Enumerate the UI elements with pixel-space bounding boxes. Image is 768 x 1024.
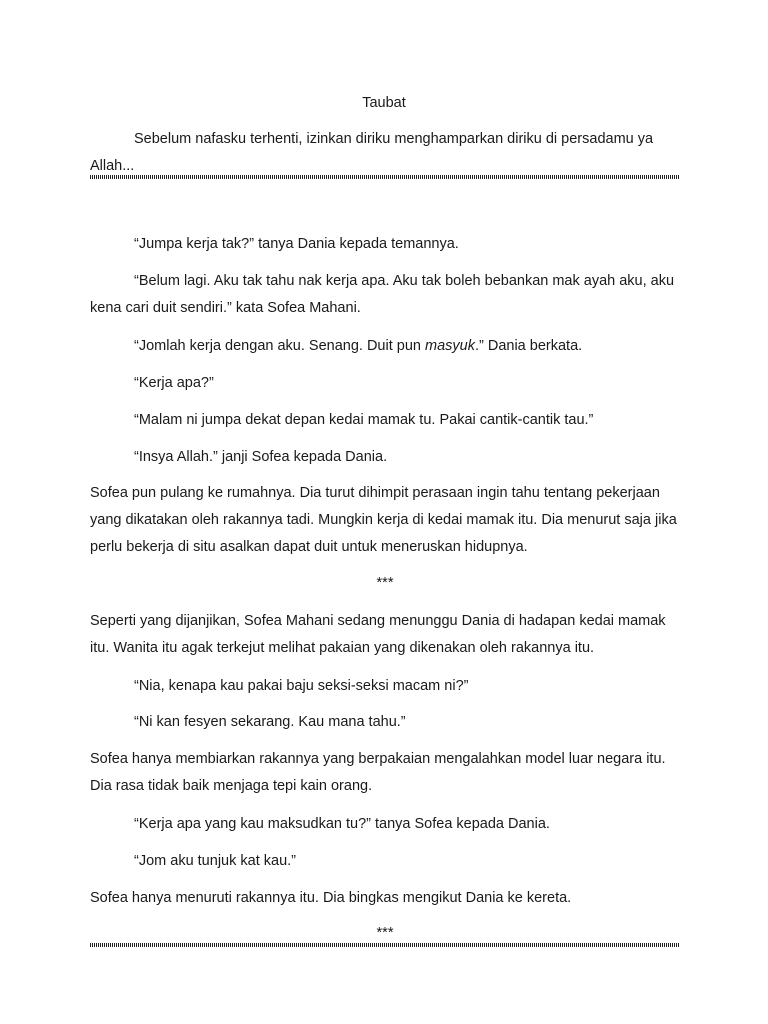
paragraph-5: “Malam ni jumpa dekat depan kedai mamak tu. Pakai cantik-cantik tau.” <box>134 412 594 428</box>
paragraph-8: Seperti yang dijanjikan, Sofea Mahani sedang menunggu Dania di hadapan kedai mamak itu. Wanita itu agak terkejut melihat pakaian yang dikenakan oleh rakannya itu. <box>90 613 666 656</box>
epigraph: Sebelum nafasku terhenti, izinkan diriku menghamparkan diriku di persadamu ya Allah... <box>90 131 654 174</box>
paragraph-1: “Jumpa kerja tak?” tanya Dania kepada temannya. <box>134 236 459 252</box>
paragraph-2: “Belum lagi. Aku tak tahu nak kerja apa. Aku tak boleh bebankan mak ayah aku, aku kena cari duit sendiri.” kata Sofea Mahani. <box>90 273 675 316</box>
paragraph-3-italic-word: masyuk <box>425 338 475 354</box>
paragraph-3-text-start: “Jomlah kerja dengan aku. Senang. Duit pun <box>134 338 425 354</box>
paragraph-3 <box>90 333 680 360</box>
paragraph-12: “Kerja apa yang kau maksudkan tu?” tanya Sofea kepada Dania. <box>134 816 550 832</box>
document-title: Taubat <box>362 95 406 111</box>
paragraph-7: Sofea pun pulang ke rumahnya. Dia turut dihimpit perasaan ingin tahu tentang pekerjaan yang dikatakan oleh rakannya tadi. Mungkin kerja di kedai mamak itu. Dia menurut saja jika perlu bekerja di situ asalkan dapat duit untuk meneruskan hidupnya. <box>90 485 677 555</box>
divider-line-top <box>90 175 679 179</box>
divider-line-bottom <box>90 943 679 947</box>
paragraph-11: Sofea hanya membiarkan rakannya yang berpakaian mengalahkan model luar negara itu. Dia rasa tidak baik menjaga tepi kain orang. <box>90 751 666 794</box>
paragraph-9: “Nia, kenapa kau pakai baju seksi-seksi macam ni?” <box>134 678 469 694</box>
paragraph-3-text-end: .” Dania berkata. <box>474 338 583 354</box>
paragraph-13: “Jom aku tunjuk kat kau.” <box>134 853 296 869</box>
paragraph-14: Sofea hanya menuruti rakannya itu. Dia bingkas mengikut Dania ke kereta. <box>90 890 572 906</box>
paragraph-10: “Ni kan fesyen sekarang. Kau mana tahu.” <box>134 714 406 730</box>
section-separator-2: *** <box>376 925 394 941</box>
section-separator-1: *** <box>376 575 394 591</box>
paragraph-4: “Kerja apa?” <box>134 375 214 391</box>
paragraph-6: “Insya Allah.” janji Sofea kepada Dania. <box>134 449 388 465</box>
